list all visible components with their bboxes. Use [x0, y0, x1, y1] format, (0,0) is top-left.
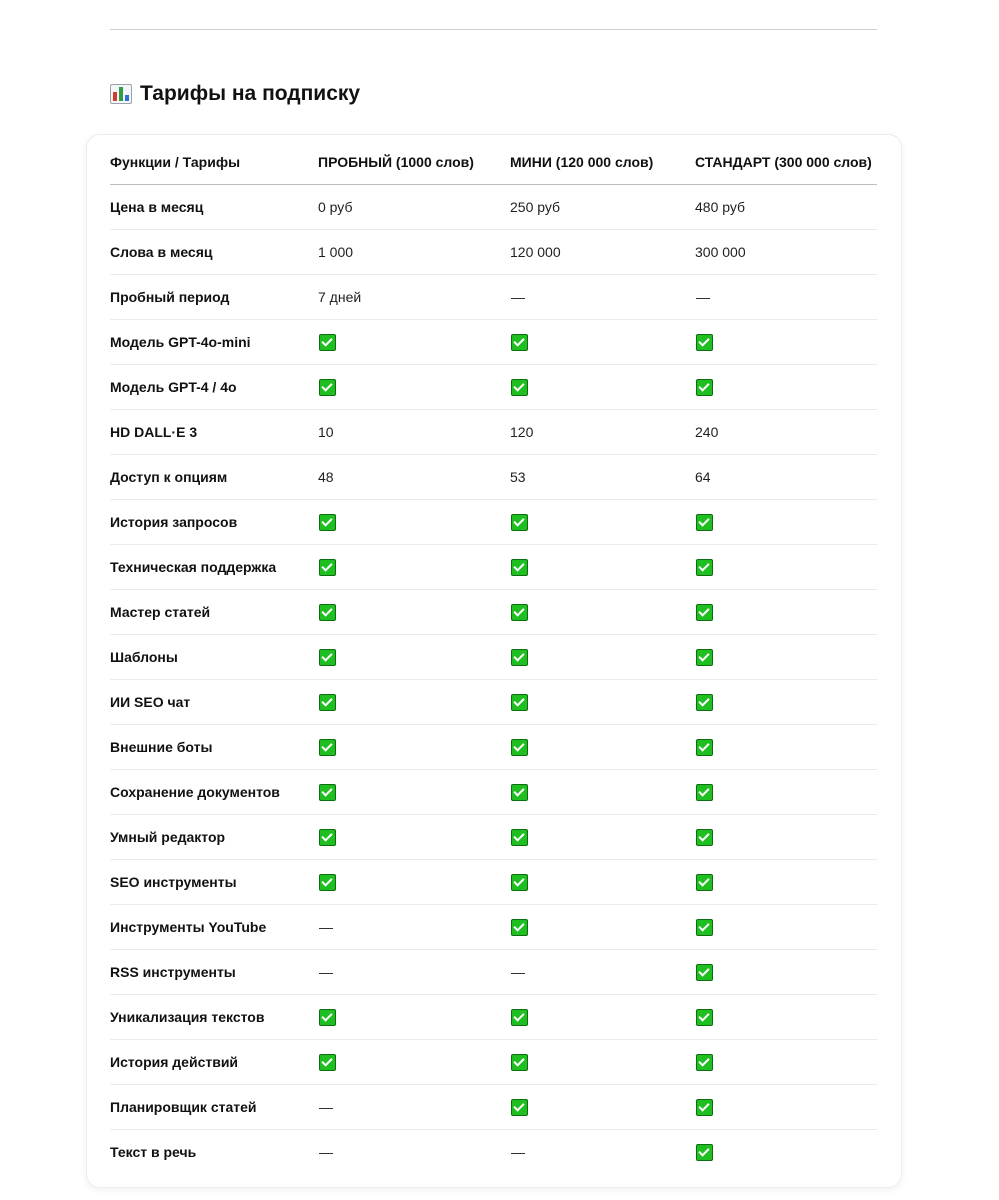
- feature-name: История запросов: [110, 500, 318, 545]
- checkmark-icon: [319, 694, 336, 711]
- table-row: [110, 770, 877, 815]
- bar-chart-icon-bar: [125, 95, 129, 101]
- checkmark-icon: [696, 874, 713, 891]
- header-plan-mini: МИНИ (120 000 слов): [510, 140, 695, 185]
- header-plan-trial: ПРОБНЫЙ (1000 слов): [318, 140, 510, 185]
- checkmark-icon: [319, 829, 336, 846]
- checkmark-icon: [696, 919, 713, 936]
- checkmark-icon: [511, 334, 528, 351]
- checkmark-icon: [511, 784, 528, 801]
- checkmark-icon: [696, 559, 713, 576]
- plan-mini-value: [510, 950, 695, 995]
- plan-standard-value: [695, 1085, 877, 1130]
- plan-standard-value: [695, 500, 877, 545]
- feature-name: Модель GPT-4o-mini: [110, 320, 318, 365]
- plan-standard-value: [695, 320, 877, 365]
- table-row: [110, 455, 877, 500]
- plan-trial-value: [318, 590, 510, 635]
- checkmark-icon: [319, 1054, 336, 1071]
- dash-value: —: [511, 289, 525, 305]
- checkmark-icon: [319, 514, 336, 531]
- checkmark-icon: [511, 514, 528, 531]
- plan-trial-value: [318, 500, 510, 545]
- plan-mini-value: [510, 770, 695, 815]
- plan-mini-value: 120 000: [510, 230, 695, 275]
- table-row: [110, 185, 877, 230]
- table-row: [110, 365, 877, 410]
- top-divider: [110, 29, 877, 30]
- plan-mini-value: [510, 320, 695, 365]
- plan-trial-value: [318, 905, 510, 950]
- table-row: [110, 275, 877, 320]
- dash-value: —: [511, 964, 525, 980]
- feature-name: Сохранение документов: [110, 770, 318, 815]
- plan-mini-value: 53: [510, 455, 695, 500]
- plan-standard-value: [695, 995, 877, 1040]
- plan-mini-value: [510, 1040, 695, 1085]
- feature-name: HD DALL·E 3: [110, 410, 318, 455]
- plan-mini-value: [510, 725, 695, 770]
- plan-standard-value: [695, 1130, 877, 1175]
- checkmark-icon: [319, 784, 336, 801]
- checkmark-icon: [511, 1009, 528, 1026]
- feature-name: Планировщик статей: [110, 1085, 318, 1130]
- feature-name: Внешние боты: [110, 725, 318, 770]
- checkmark-icon: [696, 1054, 713, 1071]
- plan-trial-value: 10: [318, 410, 510, 455]
- feature-name: Слова в месяц: [110, 230, 318, 275]
- plan-standard-value: [695, 275, 877, 320]
- checkmark-icon: [511, 1054, 528, 1071]
- checkmark-icon: [319, 559, 336, 576]
- feature-name: Шаблоны: [110, 635, 318, 680]
- table-row: [110, 320, 877, 365]
- dash-value: —: [696, 289, 710, 305]
- checkmark-icon: [511, 694, 528, 711]
- feature-name: RSS инструменты: [110, 950, 318, 995]
- checkmark-icon: [511, 1099, 528, 1116]
- checkmark-icon: [319, 739, 336, 756]
- table-row: [110, 590, 877, 635]
- table-row: [110, 725, 877, 770]
- plan-standard-value: 64: [695, 455, 877, 500]
- feature-name: Инструменты YouTube: [110, 905, 318, 950]
- checkmark-icon: [696, 1009, 713, 1026]
- plan-trial-value: 1 000: [318, 230, 510, 275]
- feature-name: SEO инструменты: [110, 860, 318, 905]
- plan-trial-value: [318, 995, 510, 1040]
- plan-trial-value: [318, 725, 510, 770]
- table-row: [110, 1040, 877, 1085]
- dash-value: —: [319, 1144, 333, 1160]
- checkmark-icon: [319, 379, 336, 396]
- plan-standard-value: [695, 590, 877, 635]
- plan-standard-value: [695, 905, 877, 950]
- checkmark-icon: [696, 649, 713, 666]
- table-row: [110, 815, 877, 860]
- table-row: [110, 500, 877, 545]
- checkmark-icon: [696, 379, 713, 396]
- pricing-table: [110, 140, 877, 1174]
- plan-mini-value: [510, 365, 695, 410]
- checkmark-icon: [319, 649, 336, 666]
- plan-mini-value: [510, 815, 695, 860]
- feature-name: Мастер статей: [110, 590, 318, 635]
- table-row: [110, 545, 877, 590]
- table-row: [110, 860, 877, 905]
- checkmark-icon: [696, 739, 713, 756]
- table-header-row: [110, 140, 877, 185]
- plan-trial-value: [318, 815, 510, 860]
- feature-name: Пробный период: [110, 275, 318, 320]
- feature-name: Умный редактор: [110, 815, 318, 860]
- plan-standard-value: [695, 860, 877, 905]
- plan-trial-value: [318, 770, 510, 815]
- plan-mini-value: [510, 590, 695, 635]
- checkmark-icon: [511, 829, 528, 846]
- table-row: [110, 1130, 877, 1175]
- table-row: [110, 635, 877, 680]
- dash-value: —: [511, 1144, 525, 1160]
- plan-standard-value: [695, 635, 877, 680]
- table-row: [110, 410, 877, 455]
- plan-standard-value: 480 руб: [695, 185, 877, 230]
- plan-standard-value: 240: [695, 410, 877, 455]
- feature-name: История действий: [110, 1040, 318, 1085]
- checkmark-icon: [696, 1144, 713, 1161]
- feature-name: ИИ SEO чат: [110, 680, 318, 725]
- plan-mini-value: [510, 905, 695, 950]
- plan-trial-value: [318, 680, 510, 725]
- checkmark-icon: [696, 334, 713, 351]
- feature-name: Модель GPT-4 / 4o: [110, 365, 318, 410]
- feature-name: Цена в месяц: [110, 185, 318, 230]
- checkmark-icon: [511, 739, 528, 756]
- plan-trial-value: [318, 950, 510, 995]
- section-heading: [110, 82, 360, 106]
- dash-value: —: [319, 919, 333, 935]
- plan-mini-value: [510, 680, 695, 725]
- checkmark-icon: [696, 514, 713, 531]
- plan-standard-value: [695, 770, 877, 815]
- plan-standard-value: 300 000: [695, 230, 877, 275]
- checkmark-icon: [696, 604, 713, 621]
- plan-standard-value: [695, 815, 877, 860]
- section-title: Тарифы на подписку: [140, 82, 361, 105]
- table-row: [110, 1085, 877, 1130]
- plan-mini-value: [510, 860, 695, 905]
- dash-value: —: [319, 964, 333, 980]
- checkmark-icon: [696, 964, 713, 981]
- plan-trial-value: [318, 1085, 510, 1130]
- checkmark-icon: [319, 1009, 336, 1026]
- plan-mini-value: [510, 1130, 695, 1175]
- plan-standard-value: [695, 725, 877, 770]
- bar-chart-icon-bar: [119, 87, 123, 101]
- header-plan-standard: СТАНДАРТ (300 000 слов): [695, 140, 877, 185]
- checkmark-icon: [319, 604, 336, 621]
- plan-mini-value: [510, 545, 695, 590]
- checkmark-icon: [511, 649, 528, 666]
- plan-trial-value: 0 руб: [318, 185, 510, 230]
- checkmark-icon: [511, 919, 528, 936]
- checkmark-icon: [319, 874, 336, 891]
- plan-mini-value: 250 руб: [510, 185, 695, 230]
- plan-standard-value: [695, 545, 877, 590]
- feature-name: Техническая поддержка: [110, 545, 318, 590]
- plan-mini-value: [510, 995, 695, 1040]
- bar-chart-icon: [110, 84, 132, 104]
- plan-trial-value: [318, 365, 510, 410]
- plan-trial-value: [318, 1130, 510, 1175]
- feature-name: Текст в речь: [110, 1144, 197, 1160]
- plan-trial-value: [318, 545, 510, 590]
- checkmark-icon: [511, 874, 528, 891]
- plan-trial-value: 48: [318, 455, 510, 500]
- table-row: [110, 230, 877, 275]
- checkmark-icon: [696, 694, 713, 711]
- plan-mini-value: [510, 1085, 695, 1130]
- checkmark-icon: [511, 559, 528, 576]
- plan-trial-value: [318, 1040, 510, 1085]
- checkmark-icon: [319, 334, 336, 351]
- plan-mini-value: [510, 635, 695, 680]
- plan-trial-value: [318, 635, 510, 680]
- plan-trial-value: 7 дней: [318, 275, 510, 320]
- checkmark-icon: [696, 829, 713, 846]
- plan-standard-value: [695, 1040, 877, 1085]
- checkmark-icon: [511, 604, 528, 621]
- header-features: Функции / Тарифы: [110, 140, 318, 185]
- bar-chart-icon-bar: [113, 92, 117, 101]
- checkmark-icon: [511, 379, 528, 396]
- feature-name: Доступ к опциям: [110, 455, 318, 500]
- table-row: [110, 995, 877, 1040]
- plan-mini-value: 120: [510, 410, 695, 455]
- plan-mini-value: [510, 275, 695, 320]
- plan-standard-value: [695, 680, 877, 725]
- plan-mini-value: [510, 500, 695, 545]
- feature-name: Уникализация текстов: [110, 995, 318, 1040]
- dash-value: —: [319, 1099, 333, 1115]
- checkmark-icon: [696, 1099, 713, 1116]
- plan-trial-value: [318, 320, 510, 365]
- table-row: [110, 950, 877, 995]
- plan-trial-value: [318, 860, 510, 905]
- plan-standard-value: [695, 365, 877, 410]
- plan-standard-value: [695, 950, 877, 995]
- checkmark-icon: [696, 784, 713, 801]
- table-row: [110, 905, 877, 950]
- table-body: [110, 185, 877, 1175]
- table-row: [110, 680, 877, 725]
